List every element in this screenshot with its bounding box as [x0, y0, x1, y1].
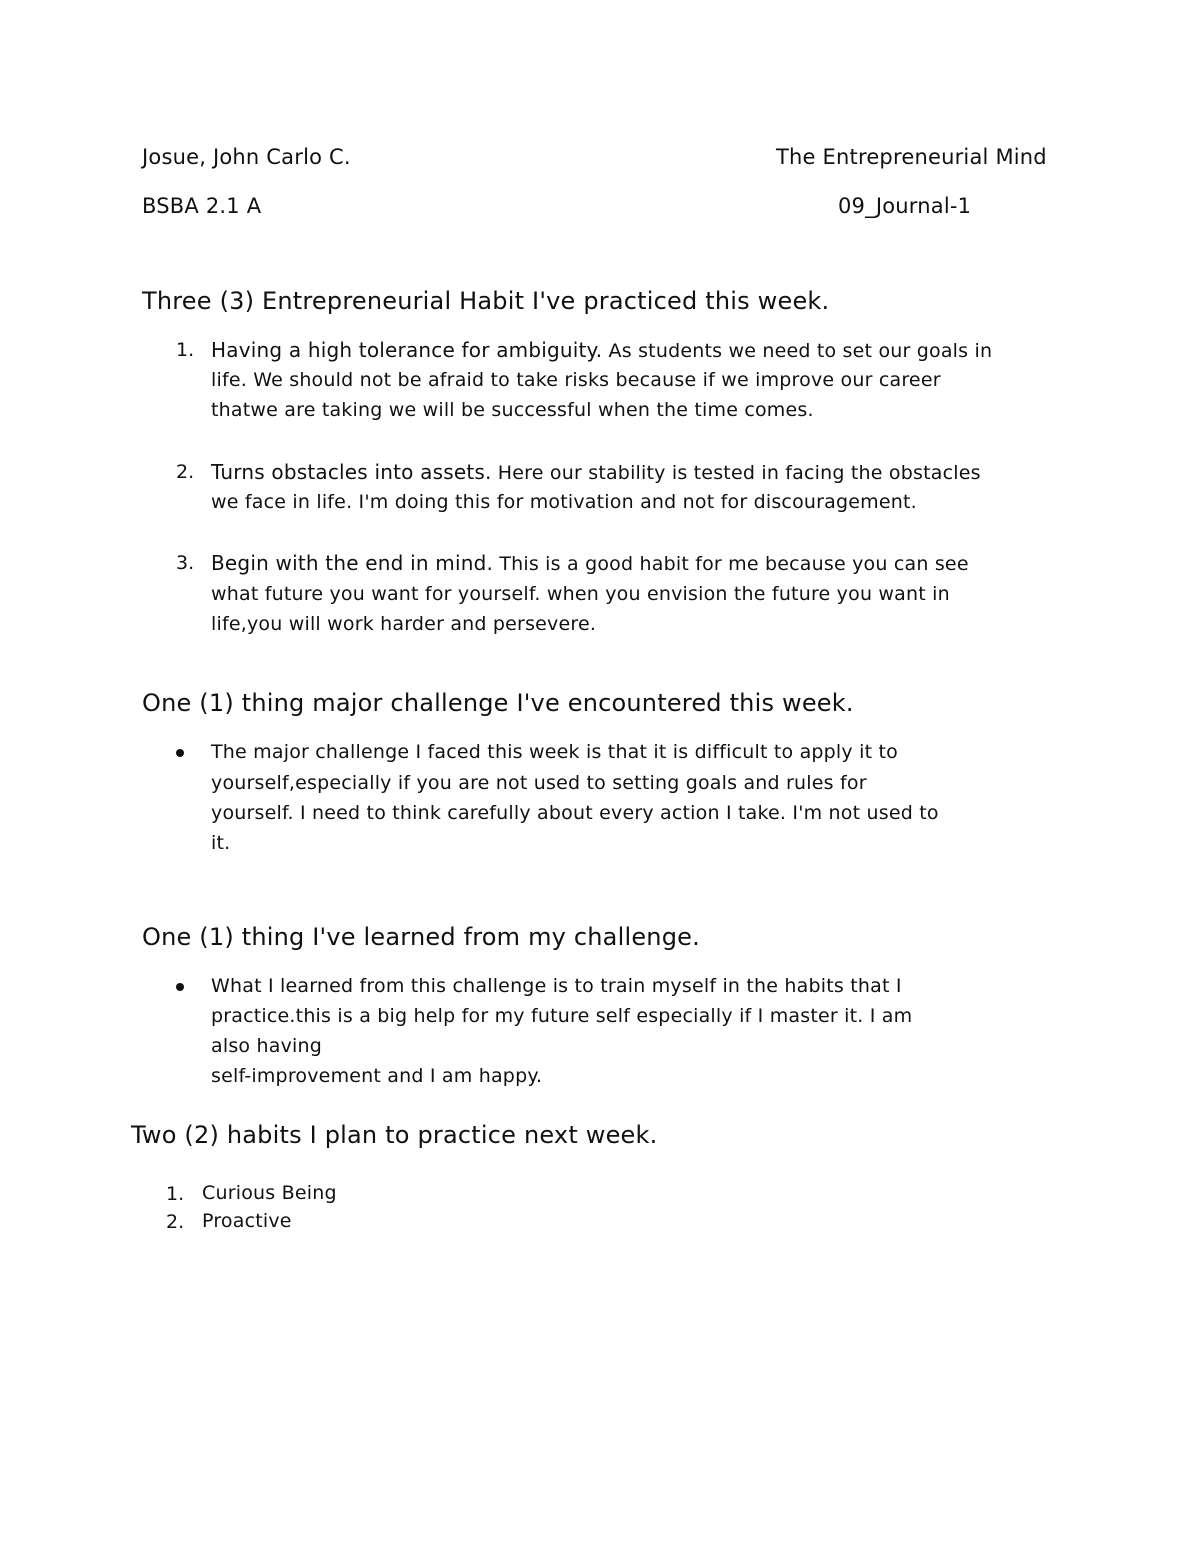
- major-challenge-heading: One (1) thing major challenge I've encountered this week.: [142, 689, 854, 717]
- challenge-line: yourself. I need to think carefully about every action I take. I'm not used to: [211, 802, 939, 824]
- bullet-icon: [176, 983, 184, 991]
- habit-line-3: life,you will work harder and persevere.: [211, 613, 597, 635]
- habit-text: This is a good habit for me because you can see: [493, 553, 969, 575]
- habit-text: Here our stability is tested in facing the obstacles: [491, 462, 981, 484]
- habit-line-2: what future you want for yourself. when you envision the future you want in: [211, 583, 950, 605]
- habit-line-2: life. We should not be afraid to take risks because if we improve our career: [211, 369, 941, 391]
- challenge-line: The major challenge I faced this week is that it is difficult to apply it to: [211, 741, 898, 763]
- list-marker: 2.: [176, 461, 195, 483]
- habit-title: Turns obstacles into assets.: [211, 460, 492, 484]
- habit-title: Begin with the end in mind.: [211, 551, 494, 575]
- habit-line-1: [211, 551, 969, 575]
- habit-line-1: [211, 460, 981, 484]
- learned-line: What I learned from this challenge is to train myself in the habits that I: [211, 975, 902, 997]
- challenge-line: it.: [211, 832, 231, 854]
- list-marker: 3.: [176, 552, 195, 574]
- learned-line: practice.this is a big help for my future self especially if I master it. I am: [211, 1005, 913, 1027]
- challenge-line: yourself,especially if you are not used to setting goals and rules for: [211, 772, 867, 794]
- bullet-icon: [176, 749, 184, 757]
- habit-line-3: thatwe are taking we will be successful when the time comes.: [211, 399, 814, 421]
- habit-text: As students we need to set our goals in: [602, 340, 993, 362]
- learned-heading: One (1) thing I've learned from my challenge.: [142, 923, 700, 951]
- habit-title: Having a high tolerance for ambiguity.: [211, 338, 603, 362]
- list-marker: 2.: [166, 1211, 185, 1233]
- next-habit-item: Proactive: [202, 1210, 292, 1232]
- habit-line-2: we face in life. I'm doing this for motivation and not for discouragement.: [211, 491, 917, 513]
- learned-line: self-improvement and I am happy.: [211, 1065, 543, 1087]
- student-section: BSBA 2.1 A: [142, 194, 262, 218]
- next-habit-item: Curious Being: [202, 1182, 337, 1204]
- learned-line: also having: [211, 1035, 322, 1057]
- list-marker: 1.: [166, 1183, 185, 1205]
- course-title: The Entrepreneurial Mind: [776, 145, 1047, 169]
- next-week-heading: Two (2) habits I plan to practice next week.: [131, 1121, 658, 1149]
- habit-line-1: [211, 338, 992, 362]
- student-name: Josue, John Carlo C.: [142, 145, 351, 169]
- habits-practiced-heading: Three (3) Entrepreneurial Habit I've practiced this week.: [142, 287, 830, 315]
- journal-code: 09_Journal-1: [838, 194, 972, 218]
- list-marker: 1.: [176, 339, 195, 361]
